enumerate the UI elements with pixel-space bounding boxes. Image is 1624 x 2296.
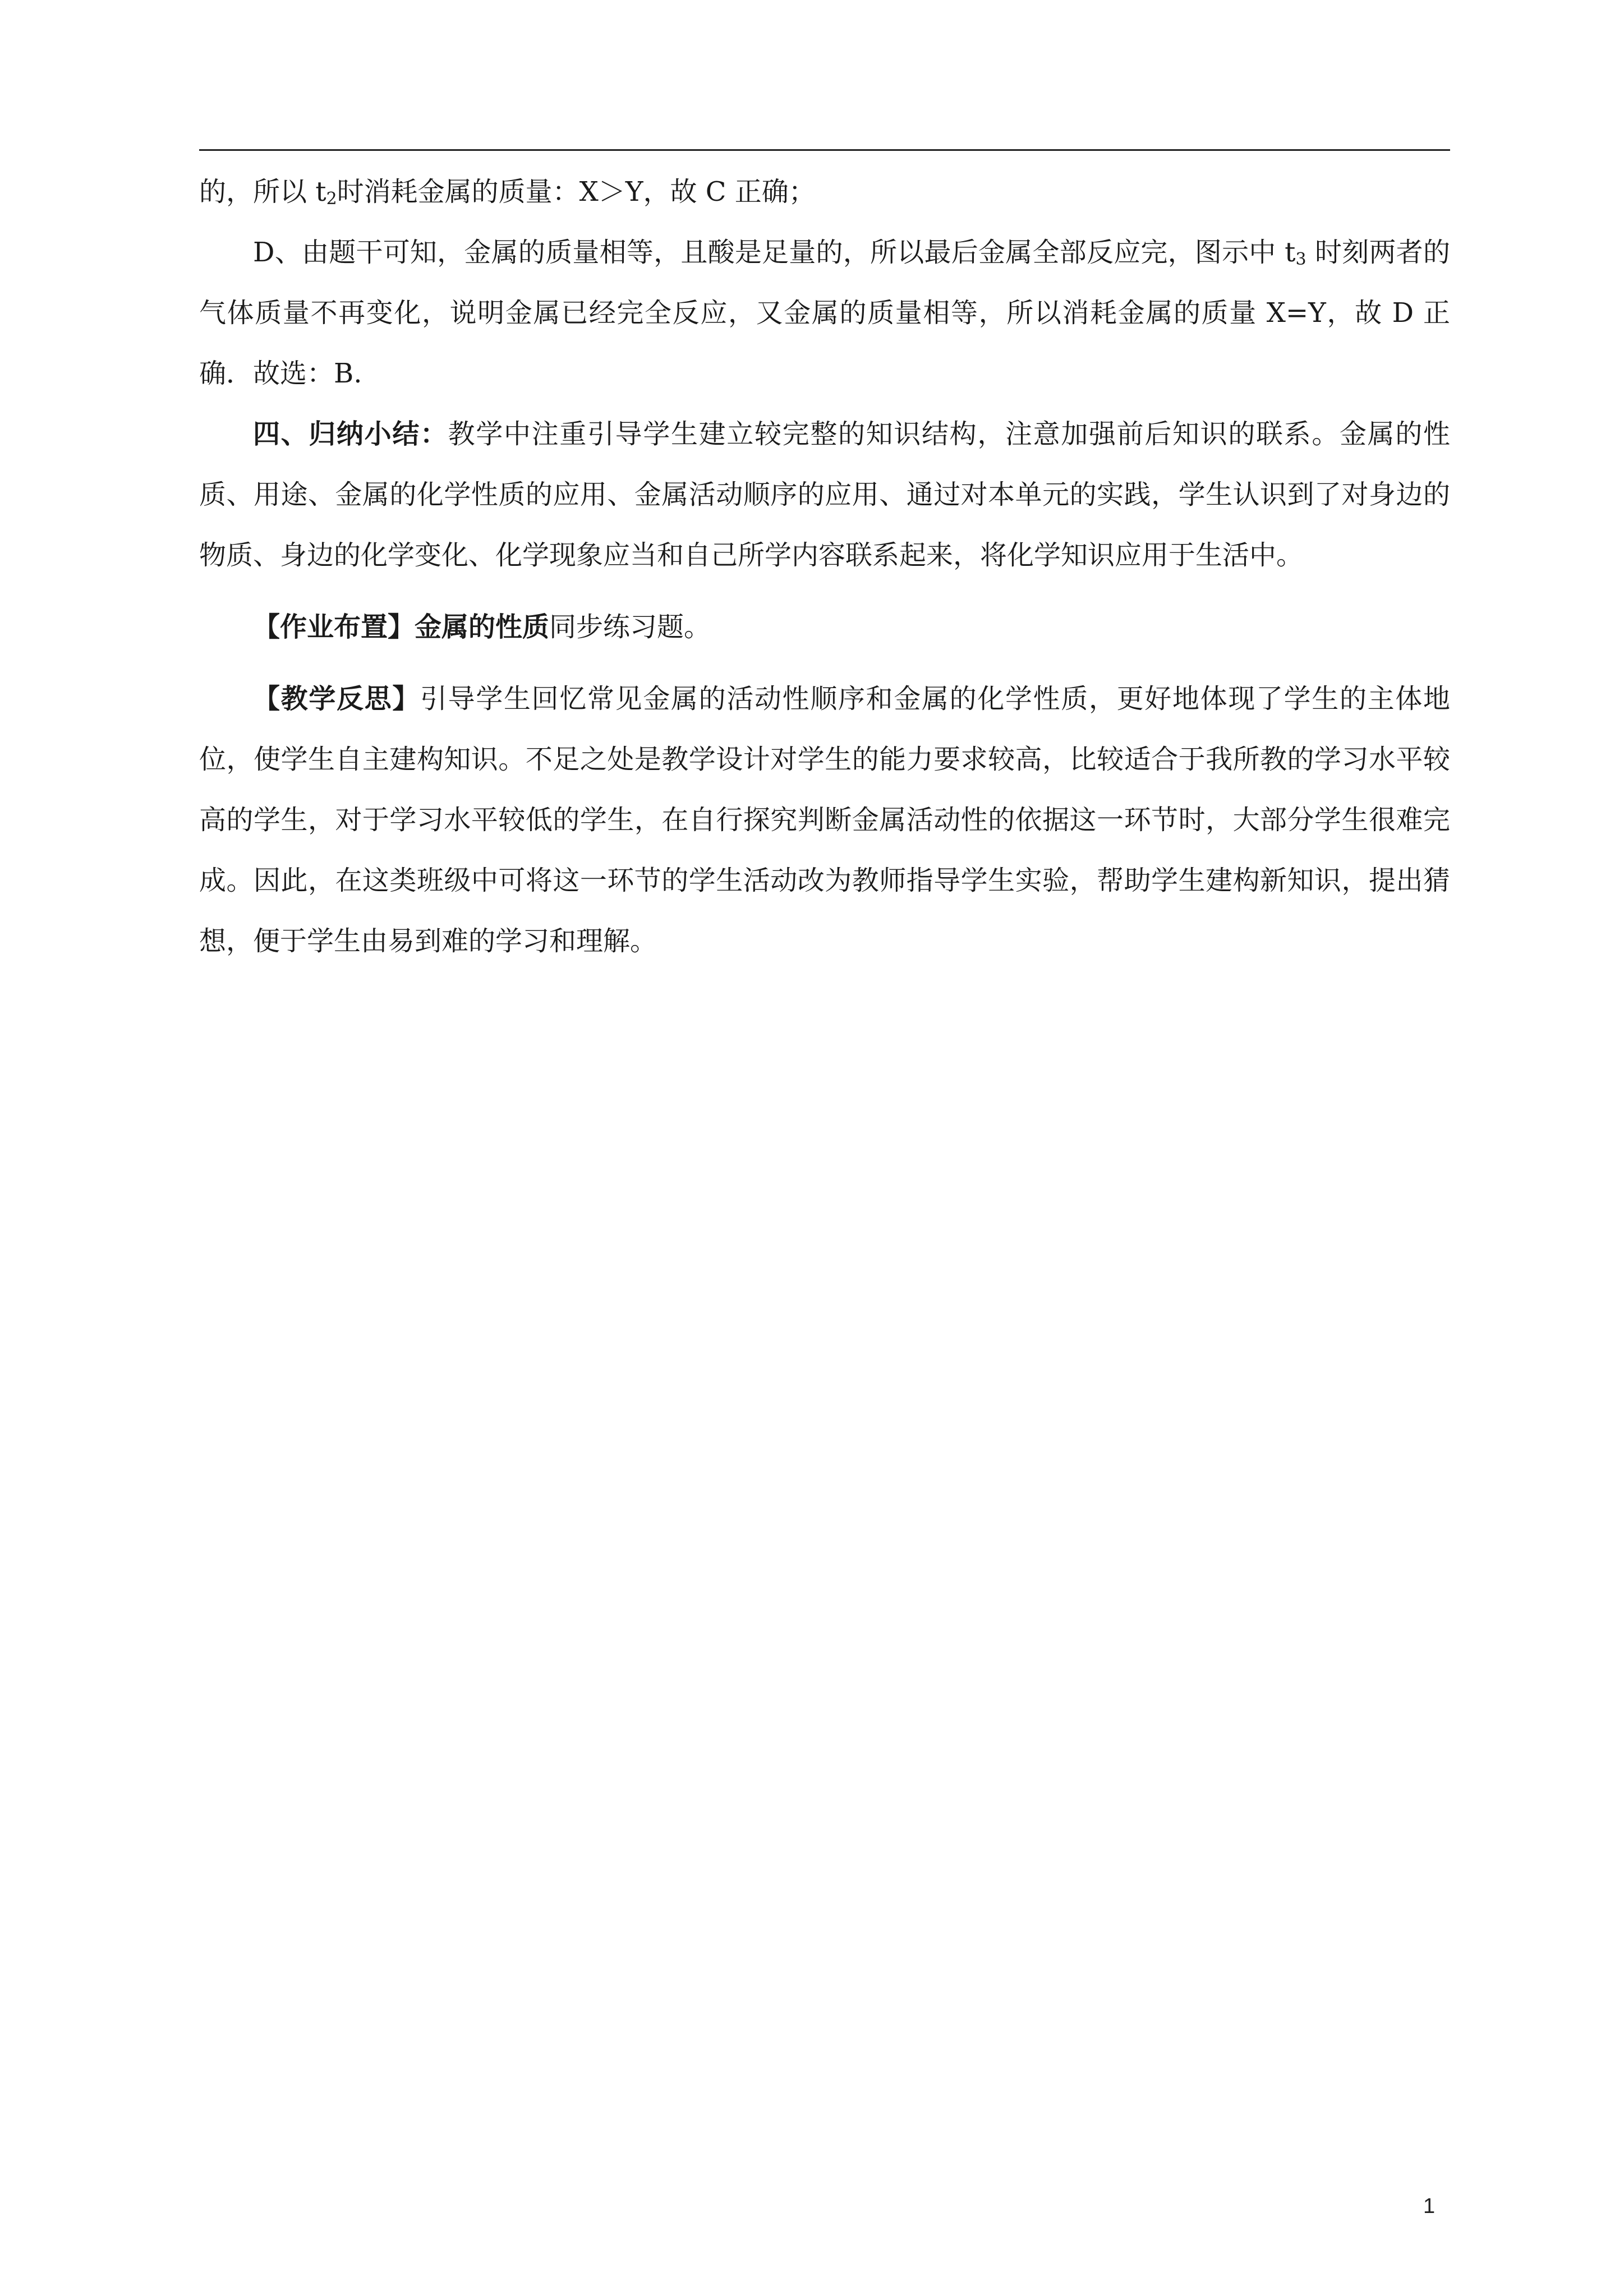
header-rule xyxy=(199,149,1450,151)
homework-label: 【作业布置】 xyxy=(253,611,415,643)
homework-text: 同步练习题。 xyxy=(549,611,711,643)
answer-c-continuation: 的，所以 $t_2$时消耗金属的质量：X＞Y，故 C 正确； xyxy=(199,176,816,209)
document-body xyxy=(199,162,1450,971)
summary-body: 教学中注重引导学生建立较完整的知识结构，注意加强前后知识的联系。金属的性质、用途、金属的化学性质的应用、金属活动顺序的应用、通过对本单元的实践，学生认识到了对身边的物质、身边的化学变化、化学现象应当和自己所学内容联系起来，将化学知识应用于生活中。 xyxy=(199,418,1450,571)
homework-topic: 金属的性质 xyxy=(415,611,550,643)
page-number: 1 xyxy=(1423,2194,1436,2218)
summary-heading: 四、归纳小结： xyxy=(253,418,448,450)
answer-d-paragraph: D、由题干可知，金属的质量相等，且酸是足量的，所以最后金属全部反应完，图示中 $t_3$ 时刻两者的气体质量不再变化，说明金属已经完全反应，又金属的质量相等，所以消耗金属的质量 X=Y，故 D 正确．故选：B. xyxy=(199,237,1450,389)
reflection-body: 引导学生回忆常见金属的活动性顺序和金属的化学性质，更好地体现了学生的主体地位，使学生自主建构知识。不足之处是教学设计对学生的能力要求较高，比较适合于我所教的学习水平较高的学生，对于学习水平较低的学生，在自行探究判断金属活动性的依据这一环节时，大部分学生很难完成。因此，在这类班级中可将这一环节的学生活动改为教师指导学生实验，帮助学生建构新知识，提出猜想，便于学生由易到难的学习和理解。 xyxy=(199,683,1450,957)
reflection-paragraph xyxy=(199,668,1450,971)
homework-paragraph xyxy=(199,597,1450,657)
summary-paragraph xyxy=(199,404,1450,585)
reflection-label: 【教学反思】 xyxy=(253,683,420,714)
